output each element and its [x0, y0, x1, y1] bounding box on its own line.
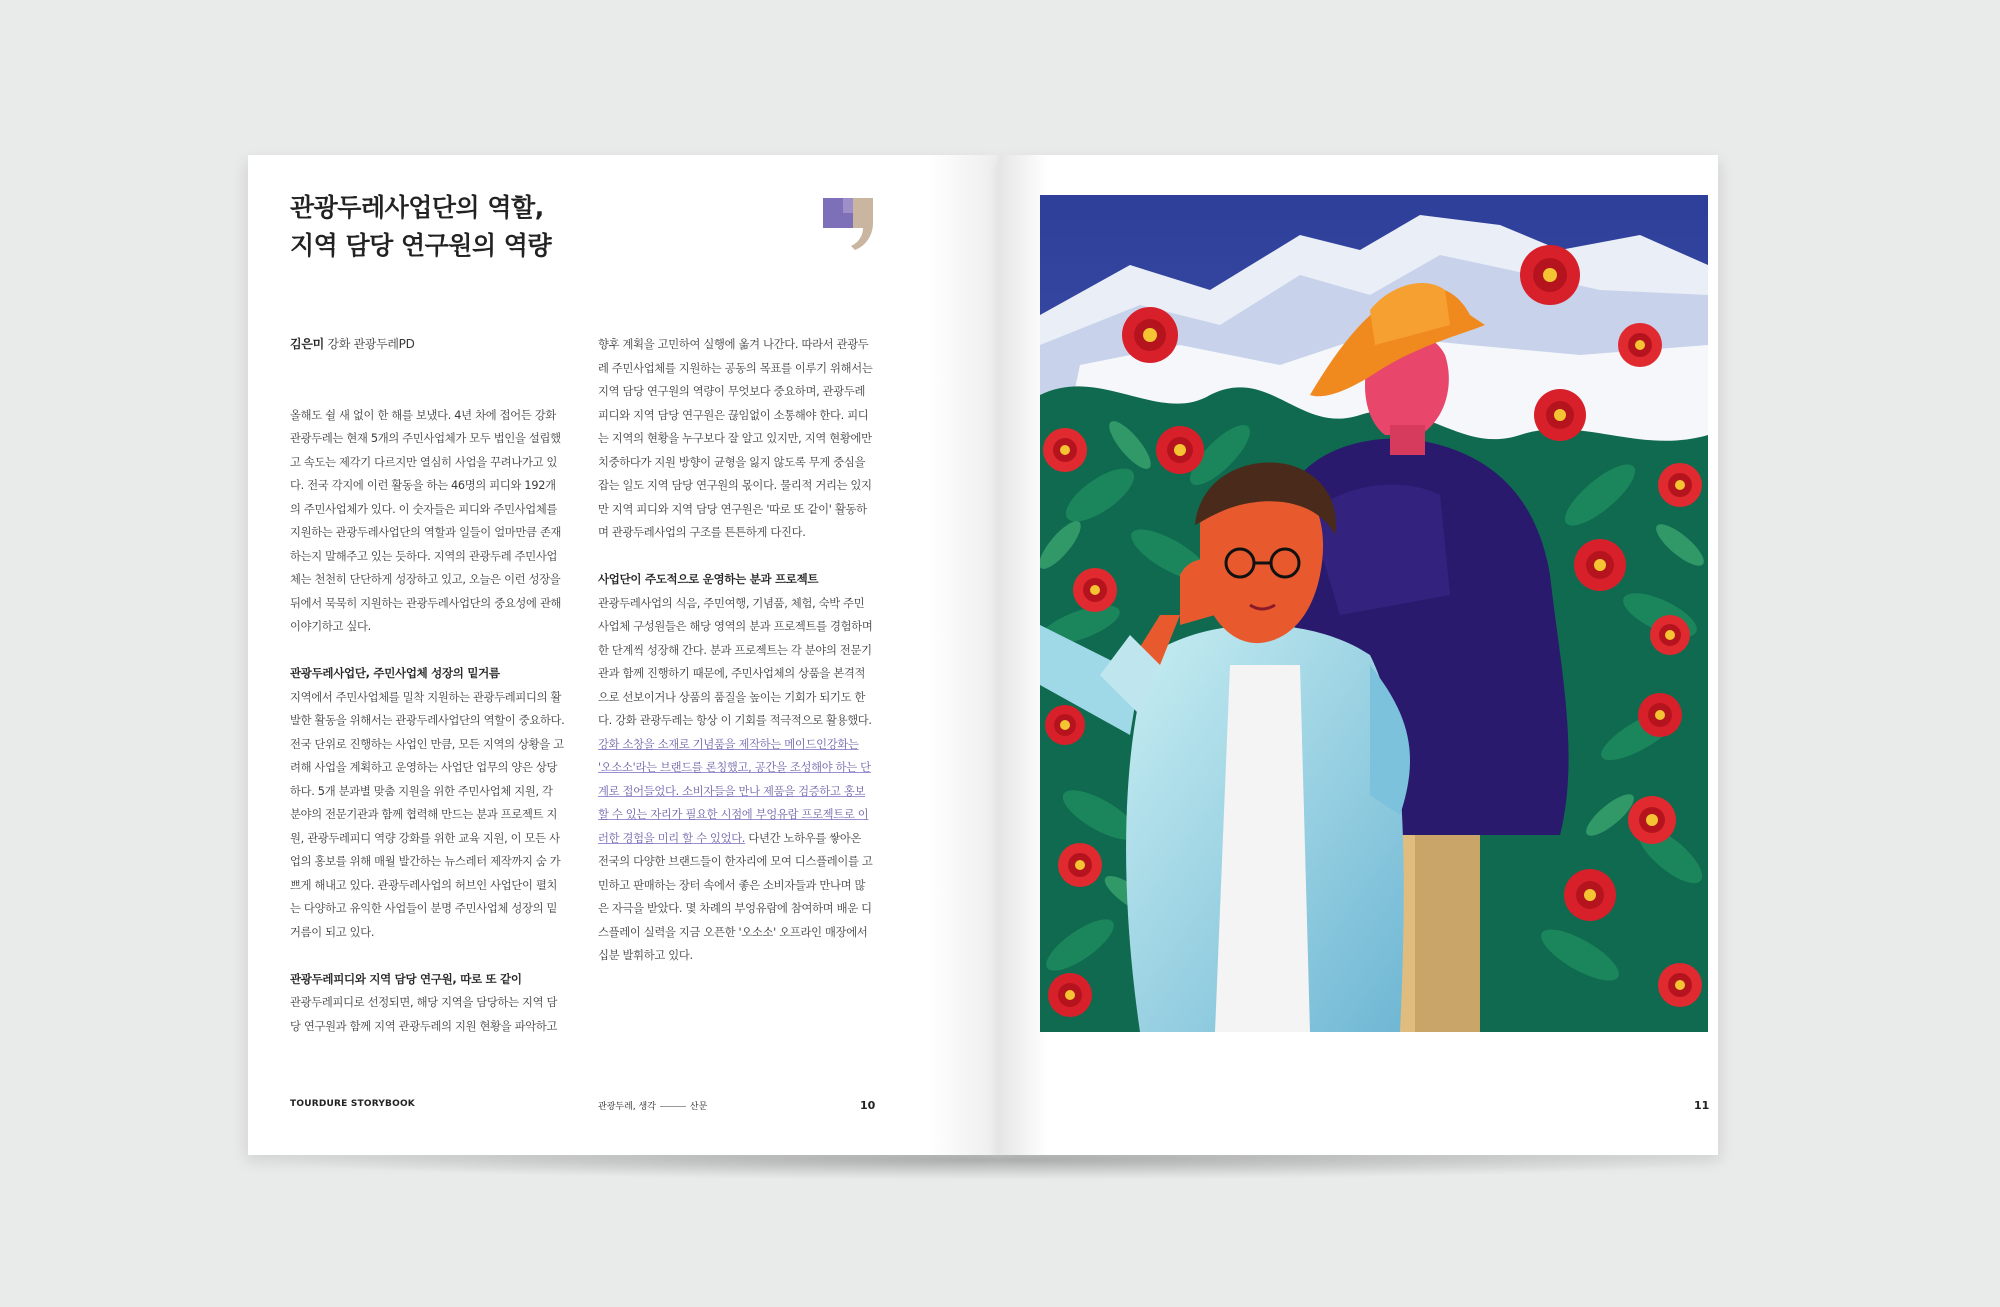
section-2-paragraph: 관광두레피디로 선정되면, 해당 지역을 담당하는 지역 담당 연구원과 함께 지역 관광두레의 지원 현황을 파악하고	[290, 996, 558, 1033]
text-column-left	[290, 333, 565, 1038]
illustration-art	[1040, 195, 1708, 1032]
illustration	[1040, 195, 1708, 1032]
footer-section-a: 관광두레, 생각	[598, 1102, 656, 1112]
author-name: 김은미	[290, 337, 324, 351]
page-number-right: 11	[1694, 1099, 1710, 1112]
section-heading-3: 사업단이 주도적으로 운영하는 분과 프로젝트	[598, 572, 819, 586]
author-role: 강화 관광두레PD	[327, 337, 415, 351]
byline	[290, 333, 565, 357]
page-number-left: 10	[860, 1099, 876, 1112]
title-line-1: 관광두레사업단의 역할,	[290, 193, 544, 222]
continued-paragraph: 향후 계획을 고민하여 실행에 옮겨 나간다. 따라서 관광두레 주민사업체를 지원하는 공동의 목표를 이루기 위해서는 지역 담당 연구원의 역량이 무엇보다 중요하며, 관광두레피디와 지역 담당 연구원은 끊임없이 소통해야 한다. 피디는 지역의 현황을 누구보다 잘 알고 있지만, 지역 현황에만 치중하다가 지원 방향이 균형을 잃지 않도록 무게 중심을 잡는 일도 지역 담당 연구원의 몫이다. 물리적 거리는 있지만 지역 피디와 지역 담당 연구원은 '따로 또 같이' 활동하며 관광두레사업의 구조를 튼튼하게 다진다.	[598, 338, 873, 539]
left-page	[248, 155, 998, 1155]
quote-mark-icon	[822, 197, 874, 251]
section-heading-1: 관광두레사업단, 주민사업체 성장의 밑거름	[290, 666, 500, 680]
section-heading-2: 관광두레피디와 지역 담당 연구원, 따로 또 같이	[290, 971, 522, 986]
intro-paragraph: 올해도 쉴 새 없이 한 해를 보냈다. 4년 차에 접어든 강화 관광두레는 현재 5개의 주민사업체가 모두 법인을 설립했고 속도는 제각기 다르지만 열심히 사업을 꾸려나가고 있다. 전국 각지에 이런 활동을 하는 46명의 피디와 192개의 주민사업체가 있다. 이 숫자들은 피디와 주민사업체를 지원하는 관광두레사업단의 역할과 일들이 얼마만큼 존재하는지 말해주고 있는 듯하다. 지역의 관광두레 주민사업체는 천천히 단단하게 성장하고 있고, 오늘은 이런 성장을 뒤에서 묵묵히 지원하는 관광두레사업단의 중요성에 관해 이야기하고 싶다.	[290, 408, 562, 633]
section-3-text-b: 다년간 노하우를 쌓아온 전국의 다양한 브랜드들이 한자리에 모여 디스플레이를 고민하고 판매하는 장터 속에서 좋은 소비자들과 만나며 많은 자극을 받았다. 몇 차례의 부엉유람에 참여하며 배운 디스플레이 실력을 지금 오픈한 '오소소' 오프라인 매장에서 십분 발휘하고 있다.	[598, 831, 873, 962]
section-1-paragraph: 지역에서 주민사업체를 밀착 지원하는 관광두레피디의 활발한 활동을 위해서는 관광두레사업단의 역할이 중요하다. 전국 단위로 진행하는 사업인 만큼, 모든 지역의 상황을 고려해 사업을 계획하고 운영하는 사업단 업무의 양은 상당하다. 5개 분과별 맞춤 지원을 위한 주민사업체 지원, 각 분야의 전문기관과 함께 협력해 만드는 분과 프로젝트 지원, 관광두레피디 역량 강화를 위한 교육 지원, 이 모든 사업의 홍보를 위해 매월 발간하는 뉴스레터 제작까지 숨 가쁘게 해내고 있다. 관광두레사업의 허브인 사업단이 펼치는 다양하고 유익한 사업들이 분명 주민사업체 성장의 밑거름이 되고 있다.	[290, 690, 565, 939]
article-title	[290, 189, 551, 265]
gutter-shade	[928, 155, 998, 1155]
footer-section-b: 산문	[689, 1102, 708, 1112]
section-3-paragraph	[598, 592, 873, 968]
right-page	[998, 155, 1718, 1155]
highlighted-passage: 강화 소창을 소재로 기념품을 제작하는 메이드인강화는 '오소소'라는 브랜드를 론칭했고, 공간을 조성해야 하는 단계로 접어들었다. 소비자들을 만나 제품을 검증하고 홍보할 수 있는 자리가 필요한 시점에 부엉유람 프로젝트로 이러한 경험을 미리 할 수 있었다.	[598, 737, 871, 845]
footer-brand: TOURDURE STORYBOOK	[290, 1099, 415, 1109]
footer-section	[598, 1099, 707, 1112]
title-line-2: 지역 담당 연구원의 역량	[290, 231, 552, 260]
section-3-text-a: 관광두레사업의 식음, 주민여행, 기념품, 체험, 숙박 주민사업체 구성원들은 해당 영역의 분과 프로젝트를 경험하며 한 단계씩 성장해 간다. 분과 프로젝트는 각 분야의 전문기관과 함께 진행하기 때문에, 주민사업체의 상품을 본격적으로 선보이거나 상품의 품질을 높이는 기회가 되기도 한다. 강화 관광두레는 항상 이 기회를 적극적으로 활용했다.	[598, 596, 873, 727]
text-column-right	[598, 333, 873, 968]
